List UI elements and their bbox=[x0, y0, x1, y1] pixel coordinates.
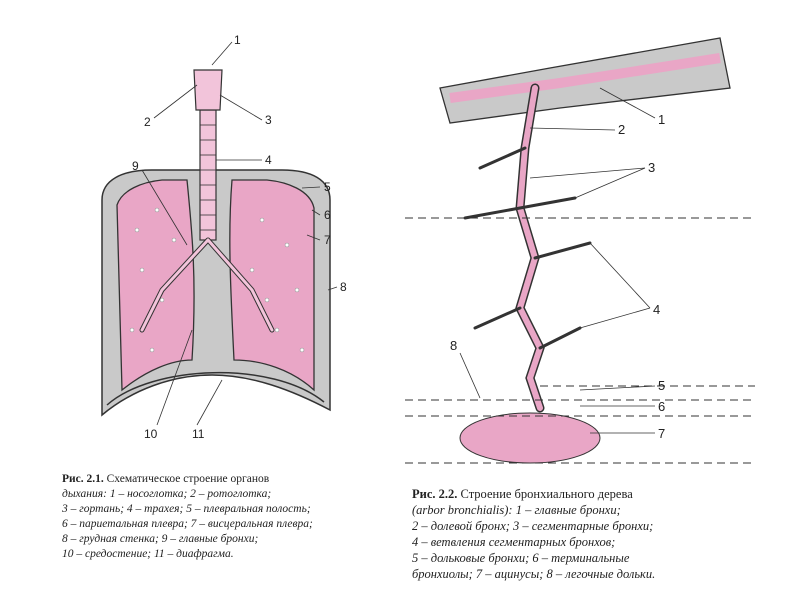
respiratory-organs-diagram bbox=[62, 30, 372, 470]
fig2-label-5: 5 bbox=[658, 378, 666, 393]
fig2-label-6: 6 bbox=[658, 399, 666, 414]
fig1-label-9: 9 bbox=[132, 159, 139, 173]
fig2-label-2: 2 bbox=[618, 122, 626, 137]
acini-cluster bbox=[460, 413, 600, 463]
fig1-caption-line: 3 – гортань; 4 – трахея; 5 – плевральная полость; bbox=[62, 503, 311, 515]
fig2-caption-text: Строение бронхиального дерева bbox=[460, 487, 633, 501]
fig1-label-1: 1 bbox=[234, 33, 241, 47]
fig2-label-4: 4 bbox=[653, 302, 661, 317]
fig2-label-1: 1 bbox=[658, 112, 666, 127]
fig1-label-2: 2 bbox=[144, 115, 151, 129]
fig2-label-8: 8 bbox=[450, 338, 458, 353]
larynx bbox=[194, 70, 222, 110]
fig2-label-3: 3 bbox=[648, 160, 656, 175]
fig1-label-5: 5 bbox=[324, 180, 331, 194]
fig1-label-4: 4 bbox=[265, 153, 272, 167]
fig2-caption-title: Рис. 2.2. bbox=[412, 487, 458, 501]
fig2-caption-line: 4 – ветвления сегментарных бронхов; bbox=[412, 535, 616, 549]
fig2-label-7: 7 bbox=[658, 426, 666, 441]
figure2-caption bbox=[412, 486, 762, 582]
right-lung bbox=[230, 180, 314, 390]
fig1-caption-line: 8 – грудная стенка; 9 – главные бронхи; bbox=[62, 533, 259, 545]
fig1-caption-text: Схематическое строение органов bbox=[106, 473, 270, 485]
trachea bbox=[200, 110, 216, 240]
fig2-caption-line: 2 – долевой бронх; 3 – сегментарные бронхи; bbox=[412, 519, 654, 533]
fig1-label-6: 6 bbox=[324, 208, 331, 222]
bronchial-tree-diagram bbox=[400, 28, 760, 473]
fig2-caption-line: 5 – дольковые бронхи; 6 – терминальные bbox=[412, 551, 630, 565]
fig2-caption-line: бронхиолы; 7 – ацинусы; 8 – легочные дольки. bbox=[412, 567, 656, 581]
fig1-label-8: 8 bbox=[340, 280, 347, 294]
fig1-caption-line: дыхания: 1 – носоглотка; 2 – ротоглотка; bbox=[62, 488, 272, 500]
fig1-caption-line: 10 – средостение; 11 – диафрагма. bbox=[62, 548, 234, 560]
figure1-caption bbox=[62, 472, 362, 562]
fig1-caption-line: 6 – париетальная плевра; 7 – висцеральная плевра; bbox=[62, 518, 313, 530]
fig1-label-10: 10 bbox=[144, 427, 158, 441]
fig1-caption-title: Рис. 2.1. bbox=[62, 473, 104, 485]
fig2-caption-line: (arbor bronchialis): 1 – главные бронхи; bbox=[412, 503, 621, 517]
fig1-label-7: 7 bbox=[324, 233, 331, 247]
fig1-label-3: 3 bbox=[265, 113, 272, 127]
fig1-label-11: 11 bbox=[192, 427, 205, 441]
